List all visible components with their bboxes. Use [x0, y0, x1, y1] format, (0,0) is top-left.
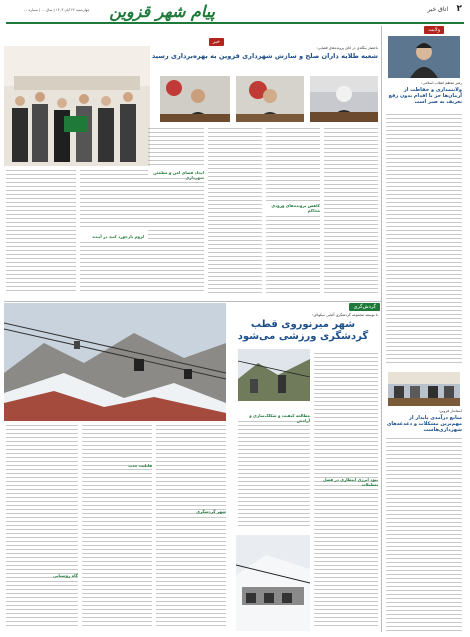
top-story-col-2b	[266, 216, 320, 296]
official-image-3	[160, 76, 230, 122]
tourism-col-3	[156, 425, 226, 631]
meeting-photo-2	[236, 76, 304, 122]
ceremony-image	[4, 46, 150, 166]
top-story-col-4	[148, 128, 204, 168]
header-rule	[6, 22, 464, 24]
right-kicker: رهبر معظم انقلاب اسلامی:	[421, 81, 462, 85]
issue-line: چهارشنبه ۲۲ آبان ۱۴۰۳ | سال ... | شماره ...	[24, 8, 90, 12]
right-body-text	[386, 114, 462, 369]
right-title: ولایتمداری و حفاظت از آرمان‌ها جز با اقدام بدون رفع تعریف به صبر است	[388, 87, 462, 105]
right-column	[384, 26, 464, 634]
tourism-sub-3: شهر گردشگری	[196, 509, 226, 514]
top-story-sub-3: لزوم بازخورد کنید در آینده	[92, 234, 144, 239]
right-bottom-kicker: استاندار قزوین:	[438, 409, 462, 413]
portrait-image	[388, 36, 460, 78]
snow-lift-image	[236, 535, 310, 631]
chairlift-image	[238, 349, 310, 401]
logo: پیام شهر قزوین	[109, 2, 215, 21]
top-story-col-6	[6, 170, 76, 296]
story-divider	[4, 301, 382, 302]
top-story	[4, 38, 382, 300]
mountain-cable-image	[4, 303, 226, 421]
top-story-tag: خبر	[209, 38, 224, 46]
tourism-col-4	[82, 425, 152, 631]
top-story-sub-1: کاهش پرونده‌های ورودی محاکم	[271, 203, 320, 213]
tourism-story	[4, 303, 382, 635]
meeting-photo-3	[160, 76, 230, 122]
top-story-col-4b	[148, 178, 204, 296]
right-bottom-body	[386, 438, 462, 633]
tourism-col-1	[314, 353, 378, 631]
top-story-title: شعبه طلایه داران صلح و سازش شهرداری قزوین به بهره‌برداری رسید	[151, 52, 378, 60]
top-story-col-5	[80, 170, 148, 232]
tourism-sub-5: گاه روستایی	[53, 573, 78, 578]
tourism-col-5	[6, 425, 78, 631]
top-story-col-5b	[80, 242, 148, 296]
right-bottom-title: منابع درآمدی پایدار از مهم‌ترین مشکلات و دغدغه‌های شهرداری‌هاست	[386, 415, 462, 433]
page-number: ۲	[456, 4, 462, 14]
top-story-col-1	[324, 128, 378, 296]
tourism-sub-1: مطالعه کیفیت و شکلک‌سازی و	[249, 413, 310, 418]
governor-photo	[388, 372, 460, 406]
tourism-kicker: با توسعه مجموعه گردشگری آلتایی سکولای:	[312, 313, 378, 317]
chairlift-photo	[238, 349, 310, 401]
meeting-image	[388, 372, 460, 406]
meeting-photo-1	[310, 76, 378, 122]
tourism-col-2	[238, 421, 310, 531]
snow-lift-photo	[236, 535, 310, 631]
top-story-kicker: باحضار ینگلدی در اتاق پرونده‌های قضایی:	[316, 46, 378, 50]
tourism-title: شهر میرنوروی قطب گردشگری ورزشی می‌شود	[237, 319, 369, 342]
cable-car-photo	[4, 303, 226, 421]
official-image-2	[236, 76, 304, 122]
right-tag: ولایت	[424, 26, 444, 34]
tourism-sub-4: قابلیت جذب	[128, 463, 152, 468]
section-name: اتاق خبر	[427, 6, 448, 13]
tourism-tag: گردش‌گری	[349, 303, 380, 311]
masthead	[0, 0, 470, 28]
ceremony-photo	[4, 46, 150, 166]
official-image-1	[310, 76, 378, 122]
top-story-col-3	[208, 128, 262, 296]
tourism-sub-2: نبود انرژی انتظاری در فصل تعطیلات	[323, 477, 378, 487]
top-story-sub-2: ایجاد فضای امن و مطمئن	[153, 170, 204, 175]
leader-photo	[388, 36, 460, 78]
